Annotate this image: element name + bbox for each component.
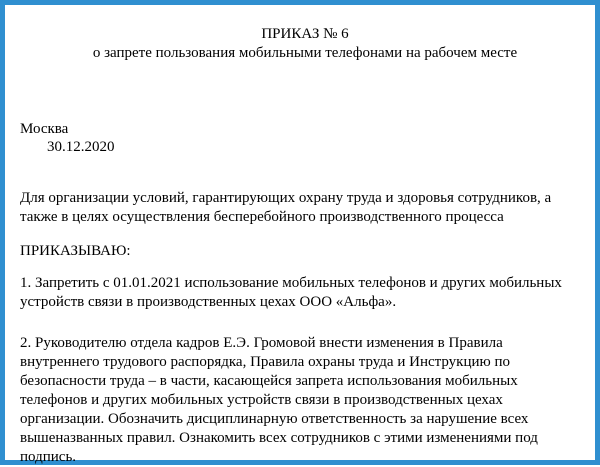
document-title: ПРИКАЗ № 6	[261, 26, 349, 42]
order-heading: ПРИКАЗЫВАЮ:	[20, 243, 131, 259]
document-city: Москва	[20, 121, 69, 137]
order-item-1: 1. Запретить с 01.01.2021 использование мобильных телефонов и других мобильных устройств связи в производственных цехах ООО «Альфа».	[20, 275, 562, 310]
document-page	[12, 12, 598, 463]
intro-paragraph: Для организации условий, гарантирующих охрану труда и здоровья сотрудников, а также в целях осуществления бесперебойного производственного процесса	[20, 190, 552, 225]
document-subtitle: о запрете пользования мобильными телефонами на рабочем месте	[92, 45, 518, 61]
order-item-2: 2. Руководителю отдела кадров Е.Э. Громовой внести изменения в Правила внутреннего трудового распорядка, Правила охраны труда и Инструкцию по безопасности труда – в части, касающейся запрета использования мобильных телефонов и других мобильных устройств связи в производственных цехах организации. Обозначить дисциплинарную ответственность за нарушение всех вышеназванных правил. Ознакомить всех сотрудников с этими изменениями под подпись.	[20, 335, 538, 465]
document-date: 30.12.2020	[47, 139, 115, 155]
